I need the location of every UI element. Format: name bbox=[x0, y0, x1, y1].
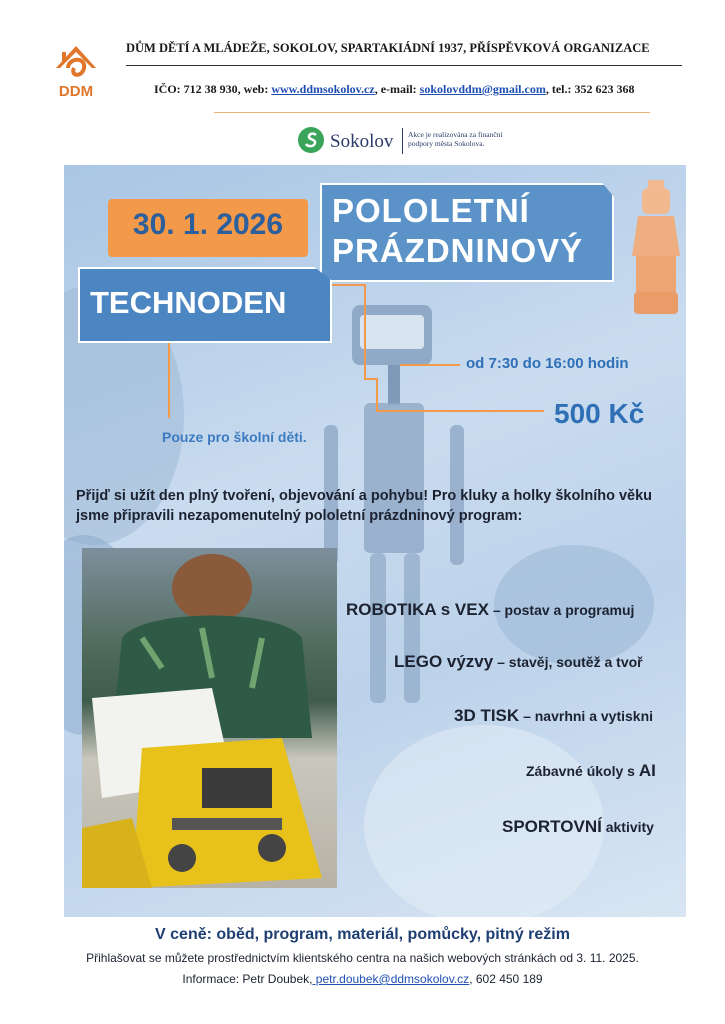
organization-name: DŮM DĚTÍ A MLÁDEŽE, SOKOLOV, SPARTAKIÁDNÍ 1937, PŘÍSPĚVKOVÁ ORGANIZACE bbox=[126, 41, 650, 55]
sponsor-block bbox=[298, 126, 518, 158]
title-line-2: PRÁZDNINOVÝ bbox=[332, 232, 584, 269]
contact-line bbox=[154, 82, 694, 97]
ico-text: IČO: 712 38 930, web: bbox=[154, 82, 272, 96]
price-includes: V ceně: oběd, program, materiál, pomůcky, pitný režim bbox=[155, 926, 570, 943]
sponsor-note: Akce je realizována za finanční podpory města Sokolova. bbox=[408, 130, 503, 148]
contact-person: Informace: Petr Doubek, bbox=[182, 972, 313, 986]
connector-line bbox=[376, 410, 544, 412]
phone-text: , tel.: 352 623 368 bbox=[545, 82, 635, 96]
sponsor-name: Sokolov bbox=[330, 131, 394, 152]
orange-divider bbox=[214, 112, 650, 113]
web-link[interactable]: www.ddmsokolov.cz bbox=[271, 82, 375, 96]
connector-line bbox=[376, 378, 378, 412]
kid-building-lego-photo bbox=[82, 548, 337, 888]
connector-line bbox=[364, 284, 366, 380]
title-line-1: POLOLETNÍ bbox=[332, 192, 530, 229]
contact-email-link[interactable]: petr.doubek@ddmsokolov.cz bbox=[312, 972, 470, 986]
connector-line bbox=[326, 284, 366, 286]
svg-text:DDM: DDM bbox=[58, 83, 94, 100]
contact-info bbox=[0, 972, 725, 986]
connector-line bbox=[364, 378, 376, 380]
header-divider bbox=[126, 65, 682, 66]
intro-text: Přijď si užít den plný tvoření, objevování a pohybu! Pro kluky a holky školního věku jsme připravili nezapomenutelný pololetní prázdninový program: bbox=[76, 488, 653, 524]
registration-info: Přihlašovat se můžete prostřednictvím klientského centra na našich webových stránkách od 3. 11. 2025. bbox=[86, 951, 639, 965]
event-price: 500 Kč bbox=[554, 398, 645, 429]
ddm-house-icon bbox=[48, 38, 104, 102]
event-date: 30. 1. 2026 bbox=[132, 208, 284, 241]
ddm-logo bbox=[48, 38, 104, 102]
event-name: TECHNODEN bbox=[90, 285, 287, 320]
lego-trophy-figurine bbox=[628, 178, 684, 318]
sponsor-separator bbox=[402, 128, 403, 154]
activity-robotika: ROBOTIKA s VEX – postav a programuj bbox=[346, 600, 635, 619]
connector-line bbox=[400, 364, 460, 366]
activity-3d-tisk: 3D TISK – navrhni a vytiskni bbox=[454, 706, 654, 725]
activity-sport: SPORTOVNÍ aktivity bbox=[502, 817, 654, 836]
email-link[interactable]: sokolovddm@gmail.com bbox=[419, 82, 546, 96]
email-label: , e-mail: bbox=[374, 82, 420, 96]
contact-phone: , 602 450 189 bbox=[469, 972, 543, 986]
connector-line bbox=[168, 338, 170, 418]
event-hours: od 7:30 do 16:00 hodin bbox=[466, 355, 629, 372]
activity-ai: Zábavné úkoly s AI bbox=[526, 761, 656, 780]
audience-note: Pouze pro školní děti. bbox=[162, 429, 307, 445]
sokolov-logo-icon bbox=[298, 127, 324, 153]
activity-lego: LEGO výzvy – stavěj, soutěž a tvoř bbox=[394, 652, 643, 671]
